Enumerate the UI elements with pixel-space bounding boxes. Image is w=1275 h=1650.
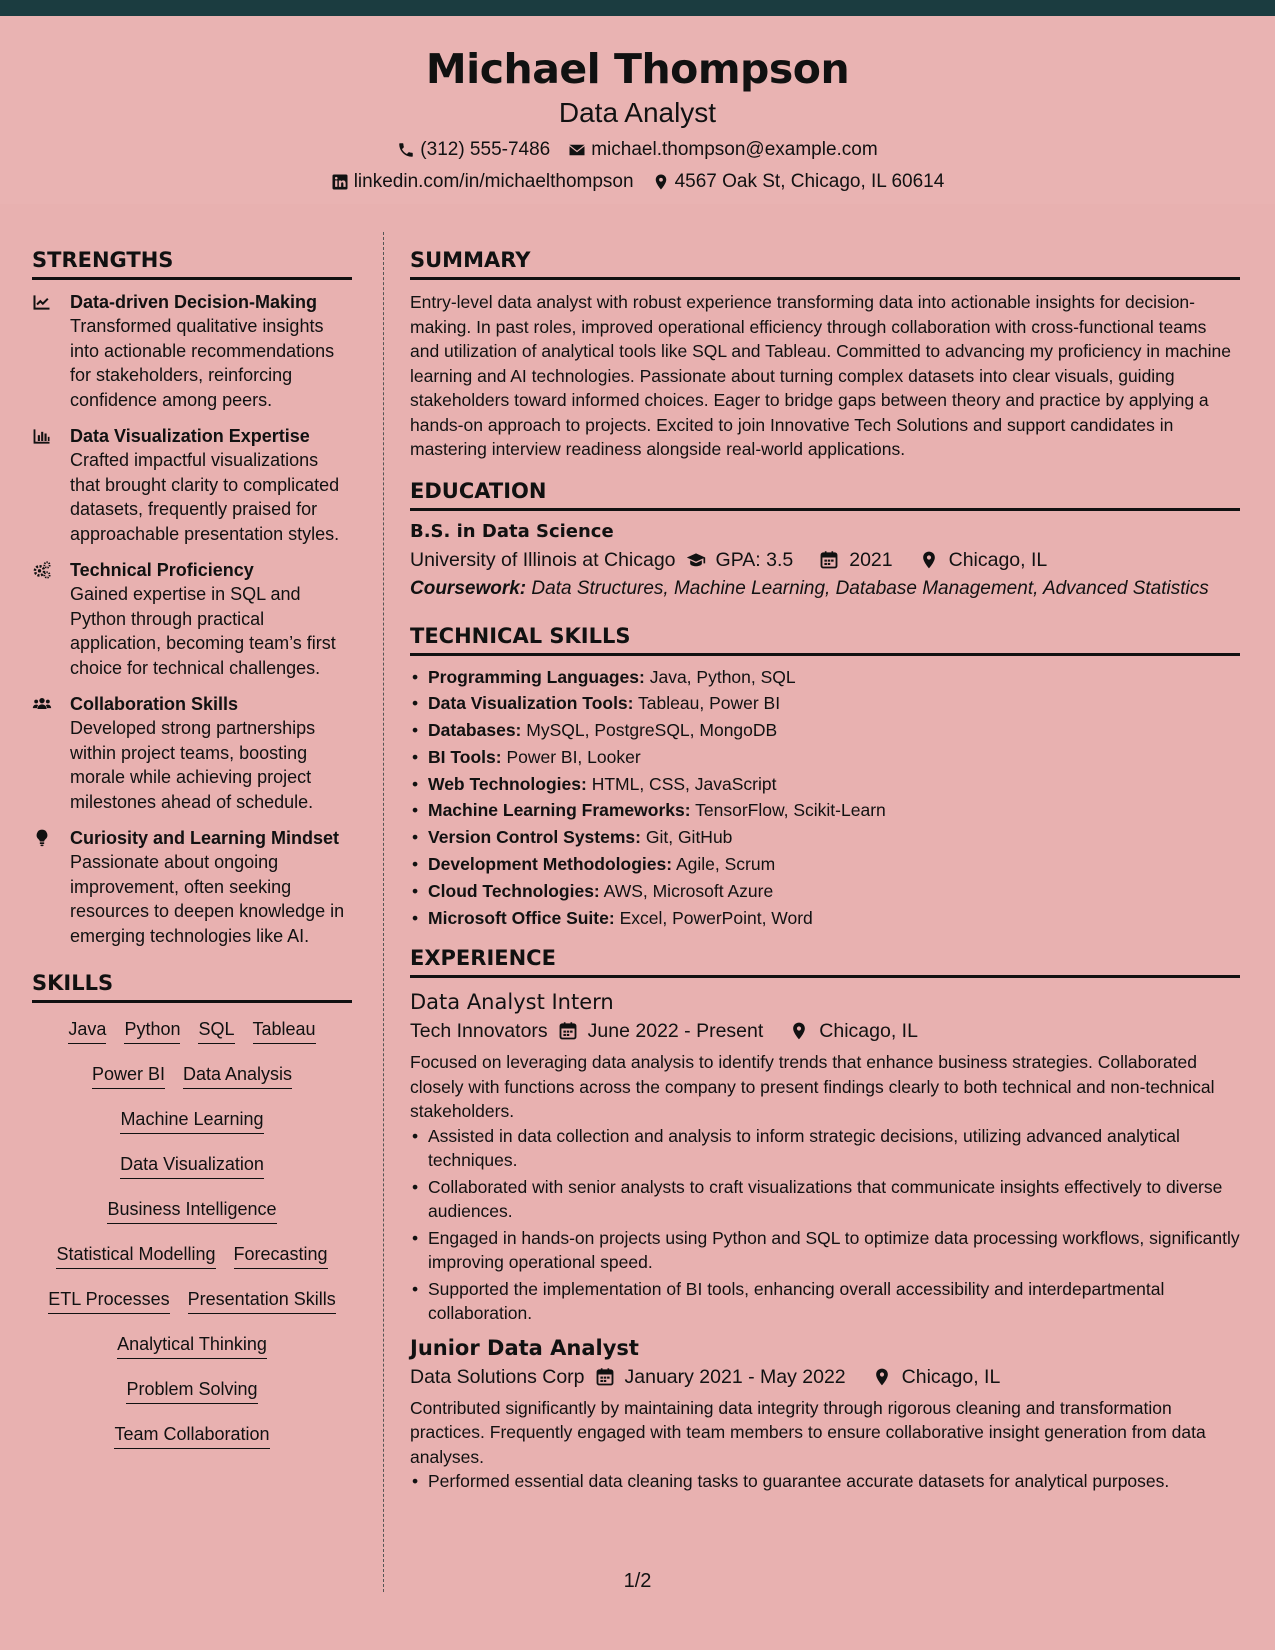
technical-skills-heading: TECHNICAL SKILLS [410, 621, 1240, 656]
envelope-icon [568, 141, 586, 159]
skill-tag: Analytical Thinking [117, 1332, 267, 1359]
skill-tag: Presentation Skills [188, 1287, 336, 1314]
contact-line-1 [0, 138, 1275, 162]
skills-list [32, 1013, 352, 1467]
map-pin-icon [919, 550, 939, 570]
skill-tag: Power BI [92, 1062, 165, 1089]
summary-text: Entry-level data analyst with robust experience transforming data into actionable insights for decision-making. In past roles, improved operational efficiency through collaboration with cross-functional teams and utilization of analytical tools like SQL and Tableau. Committed to advancing my proficiency in machine learning and AI technologies. Passionate about turning complex datasets into clear visuals, guiding stakeholders toward informed choices. Eager to bridge gaps between theory and practice by applying a hands-on approach to projects. Excited to join Innovative Tech Solutions and support candidates in mastering interview readiness alongside real-world applications. [410, 292, 1231, 459]
strength-item [32, 692, 352, 814]
strength-desc: Transformed qualitative insights into actionable recommendations for stakeholders, reinforcing confidence among peers. [70, 316, 335, 410]
strength-name: Technical Proficiency [70, 560, 254, 580]
resume-header [0, 16, 1275, 204]
list-item: • Engaged in hands-on projects using Python and SQL to optimize data processing workflows, significantly improving operational speed. [410, 1226, 1240, 1275]
strength-name: Data-driven Decision-Making [70, 292, 318, 312]
calendar-icon [595, 1367, 615, 1387]
linkedin-icon [331, 173, 349, 191]
job-dates: January 2021 - May 2022 [624, 1365, 846, 1388]
chart-line-icon [32, 292, 52, 312]
education-location: Chicago, IL [948, 548, 1048, 571]
company: Data Solutions Corp [410, 1365, 585, 1388]
education-meta [410, 545, 1240, 575]
map-pin-icon [789, 1021, 809, 1041]
skill-tag: Forecasting [234, 1242, 328, 1269]
email[interactable] [568, 138, 877, 162]
linkedin-text: linkedin.com/in/michaelthompson [353, 171, 634, 192]
strength-desc: Gained expertise in SQL and Python through practical application, becoming team’s first choice for technical challenges. [70, 584, 336, 678]
email-text: michael.thompson@example.com [591, 139, 878, 160]
coursework-label: Coursework: [410, 577, 527, 599]
skill-row [32, 1287, 352, 1332]
address-text: 4567 Oak St, Chicago, IL 60614 [674, 171, 945, 192]
calendar-icon [819, 550, 839, 570]
skill-row [32, 1152, 352, 1197]
skill-tag: Team Collaboration [114, 1422, 269, 1449]
skill-row [32, 1422, 352, 1467]
job-meta [410, 1362, 1240, 1392]
school: University of Illinois at Chicago [410, 548, 676, 571]
column-divider [383, 232, 384, 1592]
experience-heading: EXPERIENCE [410, 943, 1240, 978]
list-item: • Collaborated with senior analysts to craft visualizations that communicate insights effectively to diverse audiences. [410, 1175, 1240, 1224]
education-heading: EDUCATION [410, 476, 1240, 511]
skill-row [32, 1242, 352, 1287]
candidate-name: Michael Thompson [425, 45, 850, 93]
job-description: Contributed significantly by maintaining data integrity through rigorous cleaning and transformation practices. Frequently engaged with team members to ensure collaborative insight generation from data analyses. [410, 1397, 1206, 1467]
left-column [32, 245, 352, 1467]
job-entry [410, 1334, 1240, 1494]
strengths-heading: STRENGTHS [32, 245, 352, 280]
skill-tag: Python [124, 1017, 180, 1044]
right-column [410, 245, 1240, 1496]
contact-line-2 [0, 170, 1275, 194]
users-icon [32, 694, 52, 714]
strength-name: Data Visualization Expertise [70, 426, 310, 446]
skill-tag: Tableau [253, 1017, 316, 1044]
skill-tag: Business Intelligence [107, 1197, 276, 1224]
degree: B.S. in Data Science [410, 520, 614, 542]
phone-text: (312) 555-7486 [420, 139, 551, 160]
job-role: Data Analyst Intern [410, 990, 614, 1015]
list-item: • Supported the implementation of BI tools, enhancing overall accessibility and interdepartmental collaboration. [410, 1277, 1240, 1326]
job-bullets [410, 1469, 1240, 1494]
list-item: • Cloud Technologies: AWS, Microsoft Azure [410, 878, 1240, 905]
strength-item [32, 424, 352, 546]
skill-tag: Problem Solving [126, 1377, 257, 1404]
list-item: • Development Methodologies: Agile, Scrum [410, 851, 1240, 878]
map-pin-icon [652, 173, 670, 191]
cogs-icon [32, 560, 52, 580]
graduation-cap-icon [686, 550, 706, 570]
map-pin-icon [872, 1367, 892, 1387]
list-item: • Web Technologies: HTML, CSS, JavaScript [410, 771, 1240, 798]
address [652, 170, 945, 194]
technical-skills-list [410, 664, 1240, 932]
top-accent-bar [0, 0, 1275, 16]
job-dates: June 2022 - Present [587, 1020, 764, 1043]
list-item: • Programming Languages: Java, Python, SQL [410, 664, 1240, 691]
linkedin[interactable] [331, 170, 634, 194]
list-item: • Performed essential data cleaning tasks to guarantee accurate datasets for analytical purposes. [410, 1469, 1240, 1494]
lightbulb-icon [32, 828, 52, 848]
skill-row [32, 1107, 352, 1152]
strength-name: Collaboration Skills [70, 694, 239, 714]
strength-desc: Crafted impactful visualizations that brought clarity to complicated datasets, frequently praised for approachable presentation styles. [70, 450, 340, 544]
skill-tag: Data Visualization [120, 1152, 264, 1179]
job-meta [410, 1016, 1240, 1046]
list-item: • Data Visualization Tools: Tableau, Power BI [410, 690, 1240, 717]
strength-desc: Developed strong partnerships within project teams, boosting morale while achieving project milestones ahead of schedule. [70, 718, 316, 812]
skill-tag: Machine Learning [120, 1107, 263, 1134]
coursework [410, 577, 1240, 601]
phone-icon [397, 141, 415, 159]
skill-tag: Data Analysis [183, 1062, 292, 1089]
strength-item [32, 558, 352, 680]
skills-heading: SKILLS [32, 968, 352, 1003]
company: Tech Innovators [410, 1020, 548, 1043]
strength-item [32, 290, 352, 412]
job-location: Chicago, IL [819, 1020, 918, 1043]
job-location: Chicago, IL [901, 1365, 1001, 1388]
job-bullets [410, 1124, 1240, 1326]
skill-tag: ETL Processes [48, 1287, 169, 1314]
skill-row [32, 1062, 352, 1107]
graduation-year: 2021 [849, 548, 893, 571]
candidate-title: Data Analyst [558, 97, 717, 128]
list-item: • Microsoft Office Suite: Excel, PowerPoint, Word [410, 905, 1240, 932]
list-item: • Databases: MySQL, PostgreSQL, MongoDB [410, 717, 1240, 744]
job-description: Focused on leveraging data analysis to identify trends that enhance business strategies. Collaborated closely with functions across the company to present findings clearly to both technical and non-technical stakeholders. [410, 1052, 1215, 1122]
skill-row [32, 1017, 352, 1062]
skill-tag: Java [68, 1017, 106, 1044]
calendar-icon [558, 1021, 578, 1041]
gpa: GPA: 3.5 [715, 548, 794, 571]
skill-tag: Statistical Modelling [56, 1242, 215, 1269]
skill-tag: SQL [198, 1017, 234, 1044]
job-entry [410, 988, 1240, 1326]
skill-row [32, 1197, 352, 1242]
list-item: • Assisted in data collection and analysis to inform strategic decisions, utilizing advanced analytical techniques. [410, 1124, 1240, 1173]
skill-row [32, 1377, 352, 1422]
bar-chart-icon [32, 426, 52, 446]
coursework-text: Data Structures, Machine Learning, Database Management, Advanced Statistics [531, 577, 1209, 599]
job-role: Junior Data Analyst [410, 1335, 639, 1360]
summary-heading: SUMMARY [410, 245, 1240, 280]
phone[interactable] [397, 138, 550, 162]
list-item: • Machine Learning Frameworks: TensorFlow, Scikit-Learn [410, 797, 1240, 824]
strength-name: Curiosity and Learning Mindset [70, 828, 340, 848]
page-number: 1/2 [623, 1570, 652, 1592]
skill-row [32, 1332, 352, 1377]
strength-desc: Passionate about ongoing improvement, often seeking resources to deepen knowledge in emerging technologies like AI. [70, 852, 345, 946]
list-item: • Version Control Systems: Git, GitHub [410, 824, 1240, 851]
strength-item [32, 826, 352, 948]
list-item: • BI Tools: Power BI, Looker [410, 744, 1240, 771]
